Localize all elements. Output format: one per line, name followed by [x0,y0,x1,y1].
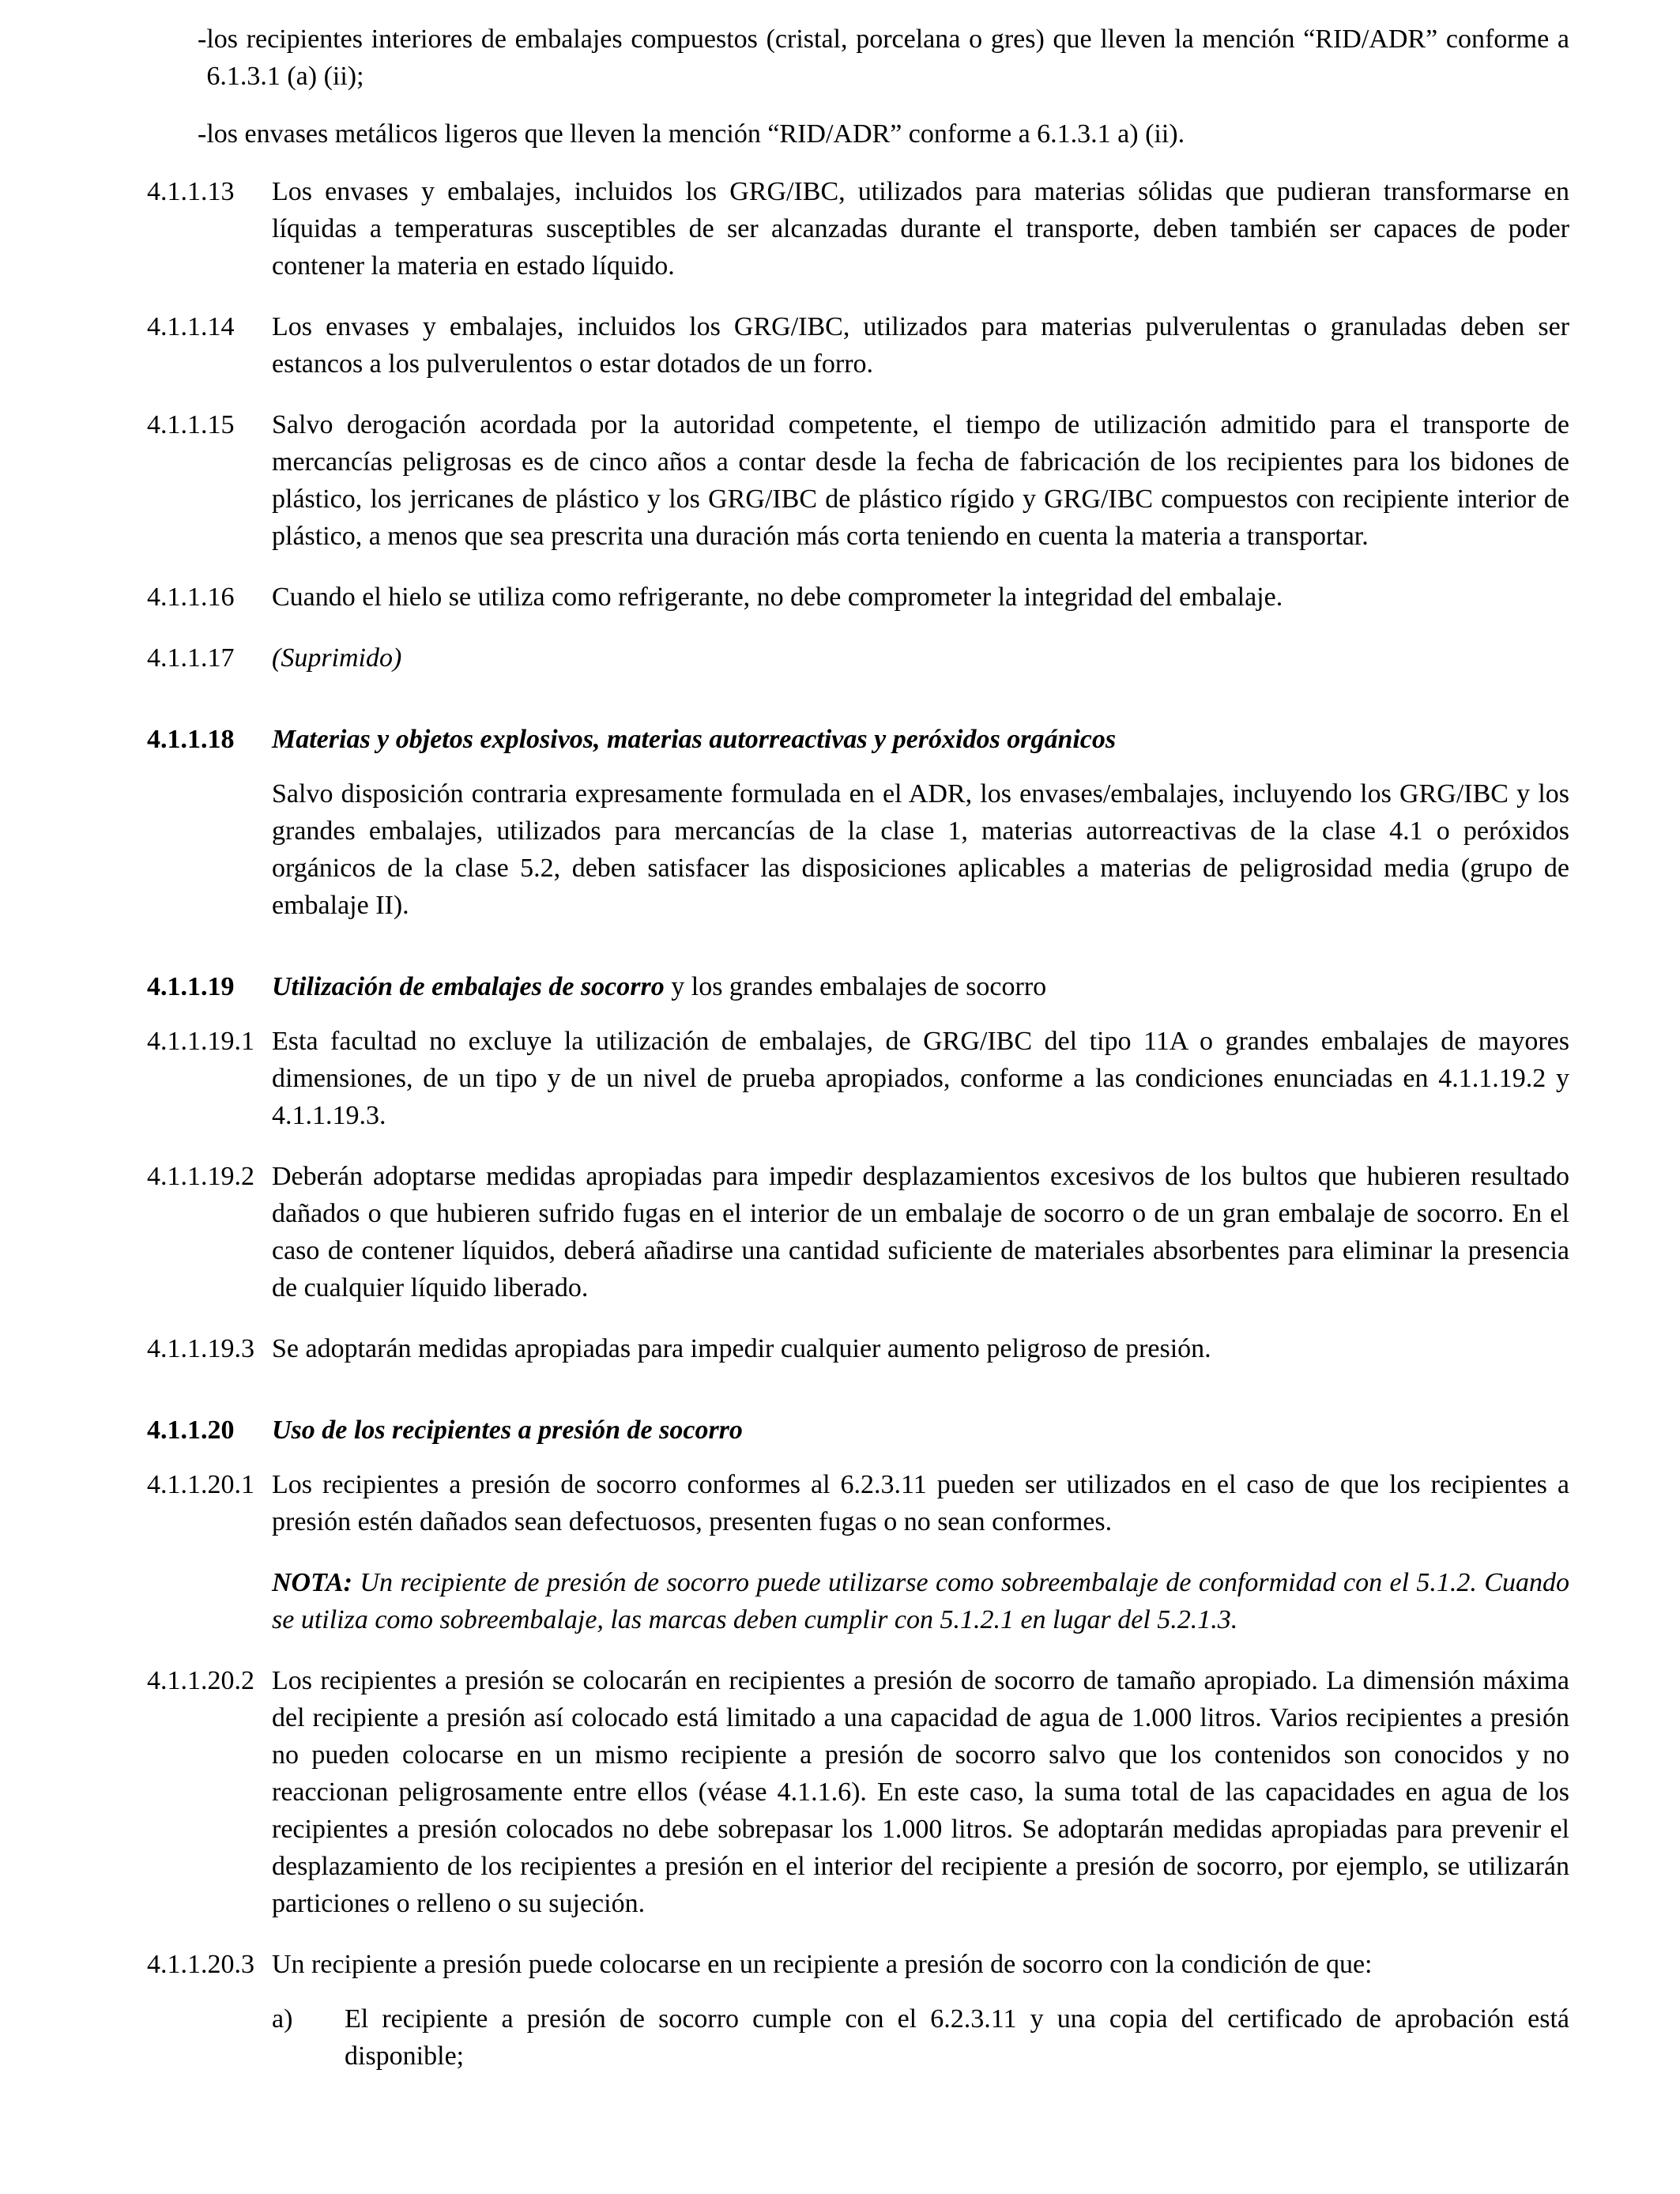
list-item-marker: a) [272,2004,293,2034]
section-text: Salvo disposición contraria expresamente formulada en el ADR, los envases/embalajes, incluyendo los GRG/IBC y los grandes embalajes, utilizados para mercancías de la clase 1, materias autorreactivas de la clase 4.1 o peróxidos orgánicos de la clase 5.2, deben satisfacer las disposiciones aplicables a materias de peligrosidad media (grupo de embalaje II). [272,779,1569,920]
list-item [272,2000,1612,2075]
clause-text: Salvo derogación acordada por la autoridad competente, el tiempo de utilización admitido para el transporte de mercancías peligrosas es de cinco años a contar desde la fecha de fabricación de los recipientes para los bidones de plástico, los jerricanes de plástico y los GRG/IBC de plástico rígido y GRG/IBC compuestos con recipiente interior de plástico, a menos que sea prescrita una duración más corta teniendo en cuenta la materia a transportar. [272,410,1569,551]
clause-text: Un recipiente a presión puede colocarse en un recipiente a presión de socorro con la condición de que: [272,1950,1373,1979]
spacer [68,948,1612,968]
clause-number: 4.1.1.17 [147,643,235,673]
clause-4-1-1-17 [68,639,1612,677]
section-title: Uso de los recipientes a presión de socorro [272,1416,743,1445]
clause-text: Esta facultad no excluye la utilización de embalajes, de GRG/IBC del tipo 11A o grandes embalajes de mayores dimensiones, de un tipo y de un nivel de prueba apropiados, conforme a las condiciones enunciadas en 4.1.1.19.2 y 4.1.1.19.3. [272,1027,1569,1130]
section-title-italic: Utilización de embalajes de socorro [272,972,665,1001]
clause-number: 4.1.1.14 [147,312,235,341]
clause-number: 4.1.1.19.3 [147,1334,254,1363]
dash-text: los envases metálicos ligeros que lleven la mención “RID/ADR” conforme a 6.1.3.1 a) (ii). [206,119,1185,149]
clause-4-1-1-19-1 [68,1023,1612,1134]
clause-text: Se adoptarán medidas apropiadas para impedir cualquier aumento peligroso de presión. [272,1334,1211,1363]
section-title: Materias y objetos explosivos, materias autorreactivas y peróxidos orgánicos [272,725,1117,754]
clause-4-1-1-20-2 [68,1662,1612,1922]
clause-4-1-1-20-1 [68,1466,1612,1540]
clause-4-1-1-19-3 [68,1330,1612,1367]
section-title [272,968,1612,1005]
clause-number: 4.1.1.19.1 [147,1027,254,1056]
note-body: Un recipiente de presión de socorro puede utilizarse como sobreembalaje de conformidad con el 5.1.2. Cuando se utiliza como sobreembalaje, las marcas deben cumplir con 5.1.2.1 en lugar del 5.2.1.3. [272,1568,1569,1634]
section-number: 4.1.1.19 [147,972,235,1001]
clause-4-1-1-20-3 [68,1946,1612,1983]
clause-text: Los recipientes a presión de socorro conformes al 6.2.3.11 pueden ser utilizados en el caso de que los recipientes a presión estén dañados sean defectuosos, presenten fugas o no sean conformes. [272,1470,1569,1536]
clause-text: Los recipientes a presión se colocarán en recipientes a presión de socorro de tamaño apropiado. La dimensión máxima del recipiente a presión así colocado está limitado a una capacidad de agua de 1.000 litros. Varios recipientes a presión no pueden colocarse en un mismo recipiente a presión de socorro salvo que los contenidos son conocidos y no reaccionan peligrosamente entre ellos (véase 4.1.1.6). En este caso, la suma total de las capacidades en agua de los recipientes a presión colocados no debe sobrepasar los 1.000 litros. Se adoptarán medidas apropiadas para prevenir el desplazamiento de los recipientes a presión en el interior del recipiente a presión de socorro, por ejemplo, se utilizarán particiones o relleno o su sujeción. [272,1666,1569,1918]
clause-4-1-1-13 [68,173,1612,285]
clause-4-1-1-19-2 [68,1158,1612,1306]
clause-4-1-1-15 [68,406,1612,555]
clause-number: 4.1.1.13 [147,177,235,206]
clause-text: (Suprimido) [272,643,402,673]
note-block [68,1564,1612,1638]
clause-text: Los envases y embalajes, incluidos los GRG/IBC, utilizados para materias pulverulentas o granuladas deben ser estancos a los pulverulentos o estar dotados de un forro. [272,312,1569,379]
clause-4-1-1-14 [68,308,1612,383]
clause-number: 4.1.1.19.2 [147,1162,254,1191]
spacer [68,700,1612,721]
list-item [68,21,1612,95]
spacer [68,1391,1612,1412]
clause-number: 4.1.1.20.2 [147,1666,254,1695]
dash-text: los recipientes interiores de embalajes compuestos (cristal, porcelana o gres) que lleven la mención “RID/ADR” conforme a 6.1.3.1 (a) (ii); [206,25,1569,91]
clause-number: 4.1.1.16 [147,582,235,612]
section-number: 4.1.1.20 [147,1416,235,1445]
list-item-text: El recipiente a presión de socorro cumple con el 6.2.3.11 y una copia del certificado de aprobación está disponible; [345,2004,1569,2071]
clause-text: Cuando el hielo se utiliza como refrigerante, no debe comprometer la integridad del embalaje. [272,582,1283,612]
clause-text: Los envases y embalajes, incluidos los GRG/IBC, utilizados para materias sólidas que pudieran transformarse en líquidas a temperaturas susceptibles de ser alcanzadas durante el transporte, deben también ser capaces de poder contener la materia en estado líquido. [272,177,1569,281]
clause-number: 4.1.1.20.3 [147,1950,254,1979]
section-title-normal: y los grandes embalajes de socorro [664,972,1047,1001]
section-heading-4-1-1-18 [68,721,1612,758]
note-label: NOTA: [272,1568,352,1597]
list-item [68,115,1612,153]
section-body-4-1-1-18 [68,775,1612,924]
dash-bullet: - [198,25,207,54]
clause-number: 4.1.1.20.1 [147,1470,254,1499]
clause-text: Deberán adoptarse medidas apropiadas para impedir desplazamientos excesivos de los bultos que hubieren resultado dañados o que hubieren sufrido fugas en el interior de un embalaje de socorro o de un gran embalaje de socorro. En el caso de contener líquidos, deberá añadirse una cantidad suficiente de materiales absorbentes para eliminar la presencia de cualquier líquido liberado. [272,1162,1569,1302]
clause-number: 4.1.1.15 [147,410,235,439]
dash-bullet: - [198,119,207,149]
clause-4-1-1-16 [68,579,1612,616]
section-heading-4-1-1-20 [68,1412,1612,1449]
section-heading-4-1-1-19 [68,968,1612,1005]
section-number: 4.1.1.18 [147,725,235,754]
note-text [272,1564,1612,1638]
